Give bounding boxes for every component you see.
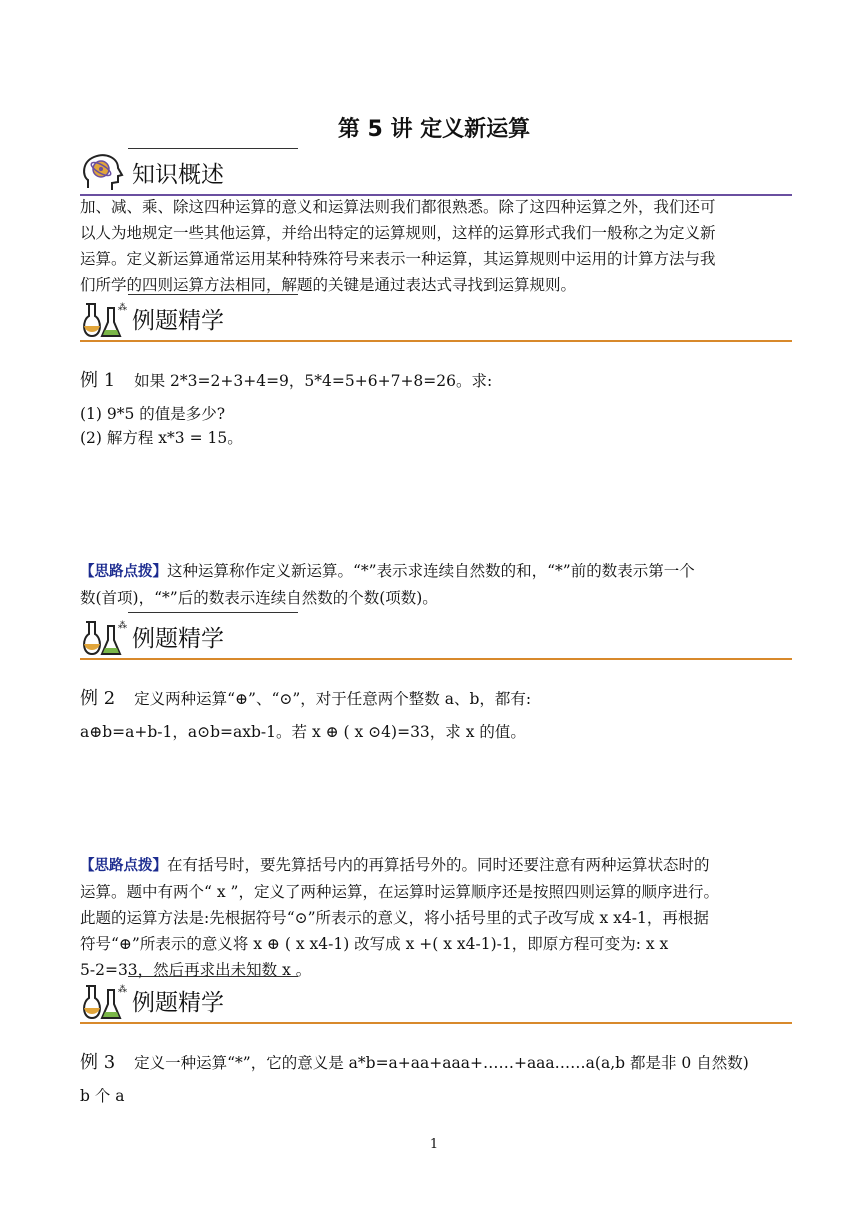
header-bottom-rule xyxy=(80,1022,792,1024)
section-heading: 例题精学 xyxy=(132,308,224,334)
hint-line: 符号“⊕”所表示的意义将 x ⊕ ( x x4-1) 改写成 x +( x x4-1)-1，即原方程可变为: x x xyxy=(80,935,669,953)
hint-label: 【思路点拨】 xyxy=(80,857,167,874)
flask-icon xyxy=(80,616,126,658)
question-1: (1) 9*5 的值是多少? xyxy=(80,405,226,423)
question-2: (2) 解方程 x*3 = 15。 xyxy=(80,429,243,447)
example-stem: 定义一种运算“*”，它的意义是 a*b=a+aa+aaa+……+aaa……a(a,b 都是非 0 自然数) xyxy=(134,1054,749,1072)
header-top-rule xyxy=(128,976,298,977)
section-examples-header xyxy=(80,976,792,1024)
example-stem: 定义两种运算“⊕”、“⊙”，对于任意两个整数 a、b，都有: xyxy=(134,690,532,708)
hint-line: 5-2=33，然后再求出未知数 x 。 xyxy=(80,961,312,979)
flask-icon xyxy=(80,980,126,1022)
section-heading: 知识概述 xyxy=(132,162,224,188)
example-2 xyxy=(80,684,792,710)
intro-line: 们所学的四则运算方法相同，解题的关键是通过表达式寻找到运算规则。 xyxy=(80,276,577,294)
hint-line: 运算。题中有两个“ x ”，定义了两种运算，在运算时运算顺序还是按照四则运算的顺序进行。 xyxy=(80,883,719,901)
section-heading: 例题精学 xyxy=(132,990,224,1016)
example-label: 例 3 xyxy=(80,1052,116,1073)
hint-line: 【思路点拨】在有括号时，要先算括号内的再算括号外的。同时还要注意有两种运算状态时的 xyxy=(80,856,710,874)
page-title: 第 5 讲 定义新运算 xyxy=(337,117,531,142)
section-heading: 例题精学 xyxy=(132,626,224,652)
svg-text:⁂: ⁂ xyxy=(118,621,127,631)
header-top-rule xyxy=(128,148,298,149)
example-3-note: b 个 a xyxy=(80,1087,125,1105)
svg-text:⁂: ⁂ xyxy=(118,985,127,995)
hint-line: 此题的运算方法是:先根据符号“⊙”所表示的意义，将小括号里的式子改写成 x x4-1，再根据 xyxy=(80,909,709,927)
example-2-definition: a⊕b=a+b-1，a⊙b=axb-1。若 x ⊕ ( x ⊙4)=33，求 x 的值。 xyxy=(80,723,526,741)
hint-line: 【思路点拨】这种运算称作定义新运算。“*”表示求连续自然数的和，“*”前的数表示第一个 xyxy=(80,562,695,580)
flask-icon xyxy=(80,298,126,340)
example-stem: 如果 2*3=2+3+4=9，5*4=5+6+7+8=26。求: xyxy=(134,372,493,390)
header-top-rule xyxy=(128,612,298,613)
intro-line: 加、减、乘、除这四种运算的意义和运算法则我们都很熟悉。除了这四种运算之外，我们还可 xyxy=(80,198,716,216)
example-label: 例 1 xyxy=(80,370,116,391)
page-number: 1 xyxy=(429,1137,439,1152)
example-1-questions xyxy=(80,402,792,450)
section-examples-header xyxy=(80,294,792,342)
section-examples-header xyxy=(80,612,792,660)
hint-label: 【思路点拨】 xyxy=(80,563,167,580)
svg-text:⁂: ⁂ xyxy=(118,303,127,313)
hint-line: 数(首项)，“*”后的数表示连续自然数的个数(项数)。 xyxy=(80,589,438,607)
example-1 xyxy=(80,366,792,392)
example-3 xyxy=(80,1048,792,1074)
hint-block-1 xyxy=(80,558,792,611)
intro-paragraph xyxy=(80,194,792,298)
hint-block-2 xyxy=(80,852,792,983)
header-bottom-rule xyxy=(80,340,792,342)
intro-line: 以人为地规定一些其他运算，并给出特定的运算规则，这样的运算形式我们一般称之为定义新 xyxy=(80,224,716,242)
intro-line: 运算。定义新运算通常运用某种特殊符号来表示一种运算，其运算规则中运用的计算方法与我 xyxy=(80,250,716,268)
section-knowledge-header xyxy=(80,148,792,196)
header-bottom-rule xyxy=(80,658,792,660)
example-label: 例 2 xyxy=(80,688,116,709)
brain-head-icon xyxy=(80,152,126,194)
header-top-rule xyxy=(128,294,298,295)
